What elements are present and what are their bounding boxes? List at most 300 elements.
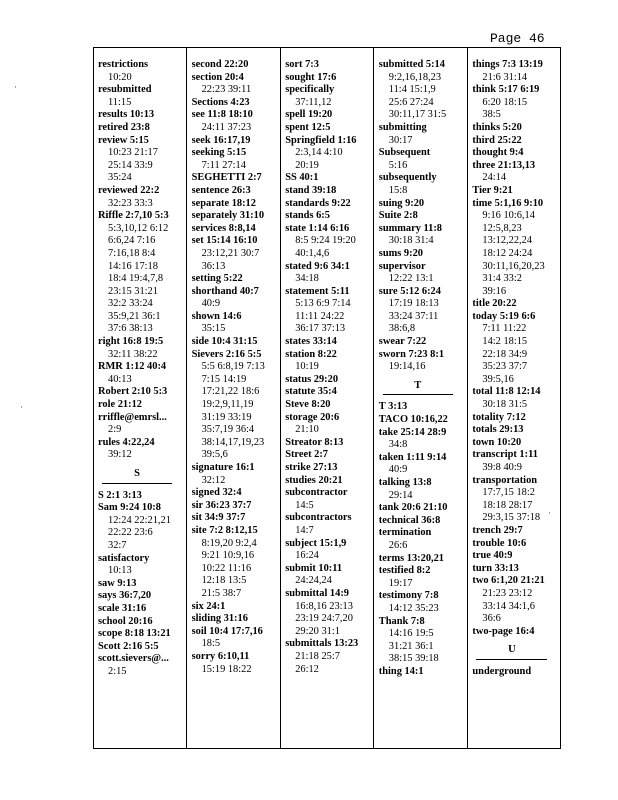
index-entry [285, 349, 373, 374]
index-term: station 8:22 [285, 348, 337, 360]
index-term: supervisor [378, 260, 426, 272]
index-entry [285, 437, 373, 450]
index-entry [98, 590, 186, 603]
page-line-refs: 18:12 24:24 [482, 247, 533, 259]
index-term: soil 10:4 17:7,16 [191, 625, 263, 637]
page-line-refs: 19:2,9,11,19 [201, 399, 254, 411]
page-line-refs: 12:24 22:21,21 [108, 514, 171, 526]
index-term: saw 9:13 [98, 577, 137, 589]
index-entry [192, 311, 280, 336]
page-line-refs: 10:19 [295, 361, 319, 373]
index-term: totality 7:12 [472, 411, 526, 423]
index-entry [472, 525, 561, 538]
index-entry [192, 172, 280, 185]
index-entry [285, 638, 373, 676]
index-entry [98, 399, 186, 412]
index-entry [379, 590, 467, 615]
index-term: resubmitted [98, 84, 152, 96]
page-line-refs: 12:5,8,23 [482, 222, 522, 234]
index-term: submit 10:11 [285, 562, 343, 574]
index-entry [472, 563, 561, 576]
page-line-refs: 38:14,17,19,23 [201, 436, 265, 448]
index-term: transportation [472, 474, 538, 486]
index-entry [98, 603, 186, 616]
index-term: two-page 16:4 [472, 625, 535, 637]
index-entry [192, 210, 280, 223]
index-entry [98, 361, 186, 386]
index-term: thing 14:1 [378, 665, 424, 677]
index-entry [379, 616, 467, 666]
letter-header: T [383, 380, 453, 396]
index-term: submittals 13:23 [285, 638, 359, 650]
page-line-refs: 40:1,4,6 [295, 247, 330, 259]
index-entry [98, 553, 186, 578]
index-term: seeking 5:15 [191, 147, 247, 159]
index-entry [98, 437, 186, 462]
index-entry [472, 198, 561, 299]
index-entry [472, 160, 561, 185]
index-entry [472, 412, 561, 425]
page-line-refs: 40:9 [388, 464, 408, 476]
index-entry [98, 490, 186, 503]
page-line-refs: 32:11 38:22 [108, 348, 158, 360]
page-line-refs: 35:7,19 36:4 [201, 424, 255, 436]
index-entry [192, 500, 280, 513]
index-entry [472, 575, 561, 625]
index-term: six 24:1 [191, 600, 226, 612]
page-line-refs: 32:2 33:24 [108, 298, 153, 310]
index-entry [285, 412, 373, 437]
index-column [281, 48, 374, 748]
index-column [188, 48, 281, 748]
index-term: Subsequent [378, 147, 431, 159]
page-line-refs: 2:15 [108, 665, 127, 677]
index-term: today 5:19 6:6 [472, 310, 536, 322]
page-line-refs: 40:9 [201, 298, 221, 310]
page-line-refs: 39:5,6 [201, 449, 228, 461]
index-term: sir 36:23 37:7 [191, 499, 252, 511]
index-term: scale 31:16 [98, 602, 147, 614]
index-term: reviewed 22:2 [98, 184, 160, 196]
page-line-refs: 36:17 37:13 [295, 323, 346, 335]
page-line-refs: 21:5 38:7 [201, 587, 242, 599]
index-term: shorthand 40:7 [191, 285, 259, 297]
index-term: strike 27:13 [285, 462, 338, 473]
index-entry [379, 477, 467, 502]
index-entry [379, 515, 467, 528]
letter-header: S [102, 468, 172, 484]
index-entry [192, 651, 280, 676]
page-line-refs: 14:12 35:23 [388, 602, 439, 614]
index-entry [98, 185, 186, 210]
page-line-refs: 15:19 18:22 [201, 663, 252, 675]
page-line-refs: 36:13 [201, 260, 226, 272]
page-line-refs: 25:14 33:9 [108, 159, 153, 171]
page-line-refs: 14:7 [295, 524, 314, 536]
index-entry [472, 550, 561, 563]
index-term: side 10:4 31:15 [191, 336, 258, 348]
index-entry [98, 628, 186, 641]
page-line-refs: 11:4 15:1,9 [388, 84, 436, 96]
page-line-refs: 18:5 [201, 638, 221, 650]
index-entry [379, 172, 467, 197]
index-entry [192, 59, 280, 72]
index-entry [472, 298, 561, 311]
index-entry [285, 512, 373, 537]
page-line-refs: 33:14 34:1,6 [482, 600, 535, 612]
page-line-refs: 9:2,16,18,23 [388, 71, 442, 83]
index-term: TACO 10:16,22 [378, 414, 448, 426]
page-line-refs: 24:14 [482, 172, 507, 184]
index-entry [192, 147, 280, 172]
index-term: signature 16:1 [191, 462, 255, 473]
index-term: services 8:8,14 [191, 222, 256, 234]
page-line-refs: 11:11 24:22 [295, 310, 345, 322]
page-line-refs: 10:20 [108, 71, 132, 83]
index-term: retired 23:8 [98, 121, 150, 133]
page-line-refs: 26:12 [295, 663, 319, 675]
page-line-refs: 23:12,21 30:7 [201, 247, 260, 259]
index-term: summary 11:8 [378, 222, 443, 234]
page-line-refs: 32:23 33:3 [108, 197, 153, 209]
page-line-refs: 22:22 23:6 [108, 527, 153, 539]
index-term: results 10:13 [98, 109, 155, 121]
index-term: signed 32:4 [191, 487, 242, 499]
index-term: specifically [285, 84, 335, 96]
index-term: Sam 9:24 10:8 [98, 502, 161, 514]
index-entry [472, 449, 561, 474]
index-term: sought 17:6 [285, 71, 337, 83]
index-term: tank 20:6 21:10 [378, 502, 448, 514]
index-entry [192, 487, 280, 500]
index-entry [285, 336, 373, 349]
index-term: scope 8:18 13:21 [98, 628, 171, 640]
page-number: Page 46 [490, 31, 545, 46]
index-term: title 20:22 [472, 298, 517, 310]
page-line-refs: 10:22 11:16 [201, 562, 252, 574]
index-term: states 33:14 [285, 336, 337, 348]
page-line-refs: 23:19 24:7,20 [295, 613, 353, 625]
index-entry [379, 336, 467, 349]
index-entry [192, 286, 280, 311]
index-entry [192, 336, 280, 349]
index-term: subcontractors [285, 512, 352, 524]
page-line-refs: 10:13 [108, 565, 132, 577]
index-entry [98, 122, 186, 135]
index-entry [379, 210, 467, 223]
page-line-refs: 17:19 18:13 [388, 298, 439, 310]
index-entry [379, 427, 467, 452]
index-term: take 25:14 28:9 [378, 426, 447, 438]
page-line-refs: 32:7 [108, 539, 127, 551]
index-term: total 11:8 12:14 [472, 386, 541, 398]
index-entry [472, 59, 561, 84]
index-term: right 16:8 19:5 [98, 336, 164, 348]
index-entry [285, 261, 373, 286]
page-line-refs: 29:3,15 37:18 [482, 512, 541, 524]
index-entry [285, 109, 373, 122]
index-term: three 21:13,13 [472, 159, 536, 171]
index-entry [192, 273, 280, 286]
page-line-refs: 30:18 31:4 [388, 235, 434, 247]
index-term: sworn 7:23 8:1 [378, 348, 445, 360]
index-entry [98, 135, 186, 185]
page-line-refs: 16:8,16 23:13 [295, 600, 353, 612]
index-entry [285, 386, 373, 399]
page-line-refs: 24:11 37:23 [201, 121, 252, 133]
index-entry [98, 59, 186, 84]
index-entry [379, 59, 467, 122]
page-line-refs: 18:18 28:17 [482, 499, 533, 511]
page-line-refs: 38:15 39:18 [388, 653, 439, 665]
page-line-refs: 5:3,10,12 6:12 [108, 222, 169, 234]
page-line-refs: 36:6 [482, 613, 501, 625]
index-entry [98, 578, 186, 591]
index-entry [379, 147, 467, 172]
index-entry [192, 72, 280, 97]
index-entry [285, 59, 373, 72]
index-term: town 10:20 [472, 436, 522, 448]
scan-speck: · [14, 82, 17, 92]
index-entry [379, 565, 467, 590]
index-entry [192, 512, 280, 525]
index-entry [472, 386, 561, 411]
index-entry [192, 223, 280, 236]
page-line-refs: 5:16 [388, 159, 408, 171]
index-entry [379, 198, 467, 211]
index-term: sorry 6:10,11 [191, 650, 250, 662]
index-term: Street 2:7 [285, 449, 328, 461]
page-line-refs: 17:21,22 18:6 [201, 386, 260, 398]
index-term: set 15:14 16:10 [191, 235, 258, 247]
index-term: sliding 31:16 [191, 613, 248, 625]
index-term: testimony 7:8 [378, 590, 439, 602]
index-entry [472, 84, 561, 122]
index-entry [285, 185, 373, 198]
page-line-refs: 31:4 33:2 [482, 273, 522, 285]
index-entry [192, 613, 280, 626]
page-line-refs: 7:11 27:14 [201, 159, 246, 171]
index-term: technical 36:8 [378, 514, 441, 526]
index-entry [285, 563, 373, 588]
page-line-refs: 39:5,16 [482, 373, 514, 385]
page-line-refs: 25:6 27:24 [388, 96, 434, 108]
index-term: Springfield 1:16 [285, 134, 357, 146]
index-entry [472, 666, 561, 679]
index-term: standards 9:22 [285, 197, 351, 209]
index-term: SEGHETTI 2:7 [191, 172, 262, 184]
page-line-refs: 7:16,18 8:4 [108, 247, 156, 259]
index-entry [285, 538, 373, 563]
index-entry [472, 147, 561, 160]
page-line-refs: 35:15 [201, 323, 226, 335]
index-column [468, 48, 561, 748]
index-term: thought 9:4 [472, 147, 524, 159]
index-term: stated 9:6 34:1 [285, 260, 350, 272]
index-term: trouble 10:6 [472, 537, 527, 549]
index-term: scott.sievers@... [98, 653, 169, 665]
index-entry [285, 374, 373, 387]
index-term: separately 31:10 [191, 210, 265, 222]
page-line-refs: 21:18 25:7 [295, 650, 340, 662]
page-line-refs: 22:23 39:11 [201, 84, 252, 96]
index-entry [379, 286, 467, 336]
page-line-refs: 29:14 [388, 489, 413, 501]
index-term: statement 5:11 [285, 285, 350, 297]
page-line-refs: 16:24 [295, 550, 319, 562]
page-line-refs: 8:5 9:24 19:20 [295, 235, 356, 247]
index-term: testified 8:2 [378, 565, 431, 577]
index-term: submitted 5:14 [378, 59, 445, 70]
index-column [94, 48, 187, 748]
page-line-refs: 30:18 31:5 [482, 399, 528, 411]
index-entry [379, 261, 467, 286]
page-line-refs: 14:16 17:18 [108, 260, 158, 272]
index-entry [379, 527, 467, 552]
index-entry [379, 666, 467, 679]
page-line-refs: 10:23 21:17 [108, 147, 158, 159]
page-line-refs: 15:8 [388, 184, 408, 196]
index-term: talking 13:8 [378, 477, 432, 488]
page-line-refs: 31:19 33:19 [201, 411, 252, 423]
page-line-refs: 35:23 37:7 [482, 361, 528, 373]
index-entry [192, 462, 280, 487]
index-entry [98, 109, 186, 122]
index-term: Sievers 2:16 5:5 [191, 348, 262, 360]
page-line-refs: 30:17 [388, 134, 413, 146]
index-entry [379, 553, 467, 566]
page-line-refs: 30:11,16,20,23 [482, 260, 545, 272]
page-line-refs: 11:15 [108, 96, 132, 108]
index-entry [192, 349, 280, 462]
index-entry [98, 336, 186, 361]
index-term: thinks 5:20 [472, 121, 522, 133]
index-term: underground [472, 665, 532, 677]
page-line-refs: 35:9,21 36:1 [108, 310, 161, 322]
page-line-refs: 7:15 14:19 [201, 373, 247, 385]
page-line-refs: 14:2 18:15 [482, 336, 528, 348]
page-line-refs: 8:19,20 9:2,4 [201, 537, 257, 549]
page-line-refs: 14:5 [295, 499, 314, 511]
page-line-refs: 5:13 6:9 7:14 [295, 298, 351, 310]
index-entry [192, 198, 280, 211]
index-entry [285, 172, 373, 185]
index-entry [192, 626, 280, 651]
page-line-refs: 37:11,12 [295, 96, 332, 108]
page-line-refs: 24:24,24 [295, 575, 332, 587]
page-line-refs: 21:10 [295, 424, 319, 436]
page-line-refs: 34:8 [388, 439, 408, 451]
index-term: rriffle@emrsl... [98, 411, 167, 423]
index-entry [98, 641, 186, 654]
page-line-refs: 20:19 [295, 159, 319, 171]
index-term: setting 5:22 [191, 273, 243, 285]
index-term: separate 18:12 [191, 197, 256, 209]
index-term: sentence 26:3 [191, 184, 251, 196]
index-term: satisfactory [98, 552, 150, 564]
index-term: section 20:4 [191, 71, 244, 83]
index-term: see 11:8 18:10 [191, 109, 253, 121]
index-entry [285, 122, 373, 135]
index-term: time 5:1,16 9:10 [472, 197, 544, 209]
letter-header: U [476, 644, 547, 660]
index-entry [379, 401, 467, 414]
page-line-refs: 32:12 [201, 474, 226, 486]
index-term: second 22:20 [191, 59, 249, 70]
index-term: transcript 1:11 [472, 449, 538, 461]
index-term: Riffle 2:7,10 5:3 [98, 210, 169, 222]
index-entry [98, 84, 186, 109]
index-term: SS 40:1 [285, 172, 319, 184]
page-line-refs: 38:5 [482, 109, 501, 121]
index-entry [379, 414, 467, 427]
index-term: site 7:2 8:12,15 [191, 524, 258, 536]
page-line-refs: 14:16 19:5 [388, 628, 434, 640]
index-term: restrictions [98, 59, 149, 70]
index-entry [472, 424, 561, 437]
index-entry [285, 198, 373, 211]
index-term: S 2:1 3:13 [98, 489, 142, 501]
index-term: think 5:17 6:19 [472, 84, 540, 96]
index-term: subject 15:1,9 [285, 537, 347, 549]
page-line-refs: 6:6,24 7:16 [108, 235, 156, 247]
index-entry [379, 502, 467, 515]
index-term: taken 1:11 9:14 [378, 451, 447, 463]
index-entry [98, 412, 186, 437]
index-term: stand 39:18 [285, 184, 337, 196]
index-entry [379, 349, 467, 374]
index-entry [192, 97, 280, 110]
index-entry [285, 210, 373, 223]
index-term: submitting [378, 121, 427, 133]
page-line-refs: 26:6 [388, 539, 408, 551]
index-term: swear 7:22 [378, 336, 427, 348]
page-line-refs: 18:4 19:4,7,8 [108, 273, 164, 285]
index-entry [379, 223, 467, 248]
index-term: Sections 4:23 [191, 96, 250, 108]
index-entry [472, 185, 561, 198]
index-term: spell 19:20 [285, 109, 333, 121]
page-line-refs: 7:11 11:22 [482, 323, 527, 335]
index-term: submittal 14:9 [285, 587, 349, 599]
page-line-refs: 35:24 [108, 172, 132, 184]
index-entry [379, 452, 467, 477]
page-line-refs: 5:5 6:8,19 7:13 [201, 361, 265, 373]
index-term: turn 33:13 [472, 562, 519, 574]
index-term: sit 34:9 37:7 [191, 512, 246, 524]
index-entry [285, 135, 373, 173]
index-term: T 3:13 [378, 401, 408, 413]
page-line-refs: 2:9 [108, 424, 122, 436]
index-term: true 40:9 [472, 550, 513, 562]
scan-speck: · [20, 402, 23, 412]
index-entry [98, 653, 186, 678]
index-term: totals 29:13 [472, 424, 524, 436]
index-term: sums 9:20 [378, 247, 423, 259]
index-term: third 25:22 [472, 134, 522, 146]
index-term: terms 13:20,21 [378, 552, 445, 564]
page-line-refs: 21:23 23:12 [482, 587, 533, 599]
index-term: termination [378, 527, 432, 539]
index-term: rules 4:22,24 [98, 436, 155, 448]
page-line-refs: 39:16 [482, 285, 507, 297]
index-term: spent 12:5 [285, 121, 331, 133]
index-term: sure 5:12 6:24 [378, 285, 441, 297]
page-line-refs: 21:6 31:14 [482, 71, 528, 83]
index-term: Suite 2:8 [378, 210, 418, 222]
index-term: Robert 2:10 5:3 [98, 386, 168, 398]
index-entry [98, 502, 186, 552]
